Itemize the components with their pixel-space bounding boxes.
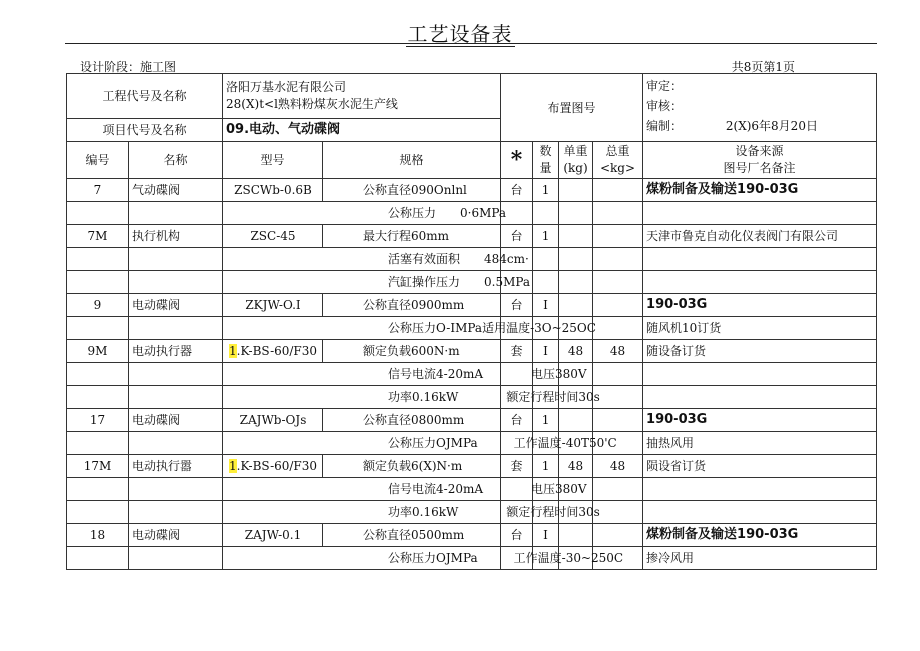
document-title: 工艺设备表	[407, 22, 513, 46]
cell-name	[129, 432, 223, 455]
model-highlight: 1	[228, 459, 237, 473]
col-spec: 规格	[323, 142, 501, 179]
cell-source: 190-03G	[643, 294, 877, 317]
cell-spec: 公称压力OJMPa 工作温度-40T50'C	[223, 432, 501, 455]
cell-name: 电动碟阀	[129, 524, 223, 547]
cell-unit: 台	[501, 294, 533, 317]
col-unit-weight-line2: (kg)	[563, 161, 588, 175]
col-model: 型号	[223, 142, 323, 179]
cell-no	[67, 547, 129, 570]
layout-label: 布置图号	[501, 74, 643, 142]
cell-source	[643, 202, 877, 225]
cell-name: 气动碟阀	[129, 179, 223, 202]
cell-unit-weight	[559, 248, 593, 271]
cell-qty: 1	[533, 455, 559, 478]
cell-name: 电动执行器	[129, 340, 223, 363]
cell-source: 随设备订货	[643, 340, 877, 363]
cell-unit-weight	[559, 271, 593, 294]
project-name-cell	[223, 74, 501, 119]
cell-spec: 公称压力O-IMPa适用温度-3O~25OC	[223, 317, 501, 340]
cell-name: 电动执行嚣	[129, 455, 223, 478]
cell-spec: 汽缸操作压力 0.5MPa	[223, 271, 501, 294]
table-row	[67, 317, 877, 340]
cell-no	[67, 432, 129, 455]
model-highlight: 1	[228, 344, 237, 358]
table-row	[67, 248, 877, 271]
table-row	[67, 294, 877, 317]
cell-model: ZKJW-O.I	[223, 294, 323, 317]
compile-label: 编制：	[646, 119, 683, 133]
cell-unit-weight	[559, 524, 593, 547]
col-qty-line1: 数	[539, 144, 552, 158]
cell-name	[129, 202, 223, 225]
page-info: 共8页第1页	[731, 60, 795, 74]
cell-total-weight	[593, 294, 643, 317]
cell-spec: 公称直径0800mm	[323, 409, 501, 432]
cell-name	[129, 547, 223, 570]
table-row	[67, 501, 877, 524]
col-source-line2: 图号厂名备注	[723, 161, 796, 175]
cell-no	[67, 363, 129, 386]
cell-no: 7M	[67, 225, 129, 248]
table-row	[67, 179, 877, 202]
production-line: 28(X)t<l熟料粉煤灰水泥生产线	[226, 97, 398, 111]
cell-spec: 活塞有效面积 484cm·	[223, 248, 501, 271]
col-unit-weight-line1: 单重	[563, 144, 588, 158]
table-row	[67, 455, 877, 478]
cell-total-weight	[593, 271, 643, 294]
item-name: 09.电动、气动碟阀	[223, 119, 501, 142]
compile-date: 2(X)6年8月20日	[725, 119, 818, 133]
cell-spec: 额定负载6(X)N·m	[323, 455, 501, 478]
cell-no	[67, 478, 129, 501]
cell-model: ZSC-45	[223, 225, 323, 248]
cell-model: ZSCWb-0.6B	[223, 179, 323, 202]
cell-model: ZAJWb-OJs	[223, 409, 323, 432]
cell-name	[129, 501, 223, 524]
cell-source	[643, 363, 877, 386]
col-total-weight-line2: <kg>	[599, 161, 636, 175]
check-label: 审核：	[646, 99, 683, 113]
cell-unit: 台	[501, 524, 533, 547]
cell-no	[67, 501, 129, 524]
cell-spec: 功率0.16kW 额定行程时间30s	[223, 386, 501, 409]
col-source	[643, 142, 877, 179]
cell-model	[223, 455, 323, 478]
cell-total-weight: 48	[593, 455, 643, 478]
cell-no: 7	[67, 179, 129, 202]
table-row	[67, 432, 877, 455]
cell-spec: 公称直径0500mm	[323, 524, 501, 547]
model-text: .K-BS-60/F30	[236, 344, 318, 358]
cell-source: 天津市鲁克自动化仪表阀门有限公司	[643, 225, 877, 248]
cell-source: 190-03G	[643, 409, 877, 432]
cell-total-weight	[593, 202, 643, 225]
cell-name	[129, 317, 223, 340]
cell-spec: 最大行程60mm	[323, 225, 501, 248]
cell-no: 17M	[67, 455, 129, 478]
model-text: .K-BS-60/F30	[236, 459, 318, 473]
table-row	[67, 547, 877, 570]
column-header-row	[67, 142, 877, 179]
cell-no	[67, 317, 129, 340]
col-source-line1: 设备来源	[735, 144, 784, 158]
cell-unit: 台	[501, 409, 533, 432]
cell-total-weight	[593, 501, 643, 524]
cell-unit-weight	[559, 225, 593, 248]
approval-cell	[643, 74, 877, 142]
title-rule	[65, 43, 877, 44]
cell-name	[129, 478, 223, 501]
cell-total-weight	[593, 386, 643, 409]
cell-total-weight: 48	[593, 340, 643, 363]
col-qty	[533, 142, 559, 179]
project-code-label: 工程代号及名称	[67, 74, 223, 119]
cell-total-weight	[593, 524, 643, 547]
cell-total-weight	[593, 179, 643, 202]
cell-name: 执行机构	[129, 225, 223, 248]
cell-no	[67, 248, 129, 271]
cell-no: 9	[67, 294, 129, 317]
cell-unit-weight	[559, 294, 593, 317]
col-qty-line2: 量	[539, 161, 552, 175]
cell-unit-weight	[559, 202, 593, 225]
cell-spec: 信号电流4-20mA 电压380V	[223, 363, 501, 386]
cell-qty: I	[533, 340, 559, 363]
cell-unit: 台	[501, 225, 533, 248]
cell-source: 随风机10订货	[643, 317, 877, 340]
cell-qty: 1	[533, 225, 559, 248]
table-row	[67, 386, 877, 409]
cell-source: 煤粉制备及输送190-03G	[643, 179, 877, 202]
col-total-weight-line1: 总重	[605, 144, 630, 158]
equipment-table	[66, 73, 877, 570]
table-row	[67, 340, 877, 363]
cell-name	[129, 248, 223, 271]
cell-no	[67, 386, 129, 409]
table-row	[67, 478, 877, 501]
cell-spec: 公称直径0900mm	[323, 294, 501, 317]
cell-total-weight	[593, 317, 643, 340]
col-star: *	[501, 142, 533, 179]
compile-row	[646, 116, 873, 136]
cell-spec: 公称直径090Onlnl	[323, 179, 501, 202]
cell-unit-weight: 48	[559, 340, 593, 363]
header-row-project	[67, 74, 877, 119]
cell-source: 煤粉制备及输送190-03G	[643, 524, 877, 547]
cell-total-weight	[593, 478, 643, 501]
cell-source: 抽热风用	[643, 432, 877, 455]
cell-unit: 套	[501, 455, 533, 478]
cell-unit: 套	[501, 340, 533, 363]
cell-source	[643, 386, 877, 409]
cell-source: 掺冷风用	[643, 547, 877, 570]
cell-model	[223, 340, 323, 363]
cell-total-weight	[593, 248, 643, 271]
cell-total-weight	[593, 363, 643, 386]
cell-name	[129, 386, 223, 409]
design-stage: 设计阶段：施工图	[80, 60, 177, 74]
col-name: 名称	[129, 142, 223, 179]
cell-name	[129, 363, 223, 386]
cell-qty	[533, 202, 559, 225]
cell-unit-weight: 48	[559, 455, 593, 478]
table-row	[67, 363, 877, 386]
cell-unit-weight	[559, 409, 593, 432]
cell-qty: I	[533, 524, 559, 547]
cell-no	[67, 271, 129, 294]
cell-no	[67, 202, 129, 225]
cell-qty: 1	[533, 179, 559, 202]
col-no: 编号	[67, 142, 129, 179]
cell-source	[643, 501, 877, 524]
cell-no: 18	[67, 524, 129, 547]
col-total-weight	[593, 142, 643, 179]
cell-source	[643, 478, 877, 501]
table-row	[67, 202, 877, 225]
cell-no: 17	[67, 409, 129, 432]
cell-name: 电动碟阀	[129, 294, 223, 317]
review-label: 审定：	[646, 79, 683, 93]
cell-no: 9M	[67, 340, 129, 363]
cell-name	[129, 271, 223, 294]
cell-total-weight	[593, 225, 643, 248]
cell-qty: I	[533, 294, 559, 317]
cell-spec: 信号电流4-20mA 电压380V	[223, 478, 501, 501]
cell-name: 电动碟阀	[129, 409, 223, 432]
cell-spec: 公称压力 0·6MPa	[223, 202, 501, 225]
cell-unit: 台	[501, 179, 533, 202]
cell-qty	[533, 271, 559, 294]
cell-total-weight	[593, 409, 643, 432]
cell-qty	[533, 248, 559, 271]
cell-source	[643, 248, 877, 271]
cell-source	[643, 271, 877, 294]
cell-spec: 公称压力OJMPa 工作温度-30~250C	[223, 547, 501, 570]
table-row	[67, 271, 877, 294]
cell-unit-weight	[559, 179, 593, 202]
cell-spec: 功率0.16kW 额定行程时间30s	[223, 501, 501, 524]
cell-spec: 额定负载600N·m	[323, 340, 501, 363]
cell-source: 陨设省订货	[643, 455, 877, 478]
table-row	[67, 225, 877, 248]
cell-model: ZAJW-0.1	[223, 524, 323, 547]
table-row	[67, 524, 877, 547]
company-name: 洛阳万基水泥有限公司	[226, 80, 347, 94]
table-row	[67, 409, 877, 432]
item-code-label: 项目代号及名称	[67, 119, 223, 142]
col-unit-weight	[559, 142, 593, 179]
cell-qty: 1	[533, 409, 559, 432]
